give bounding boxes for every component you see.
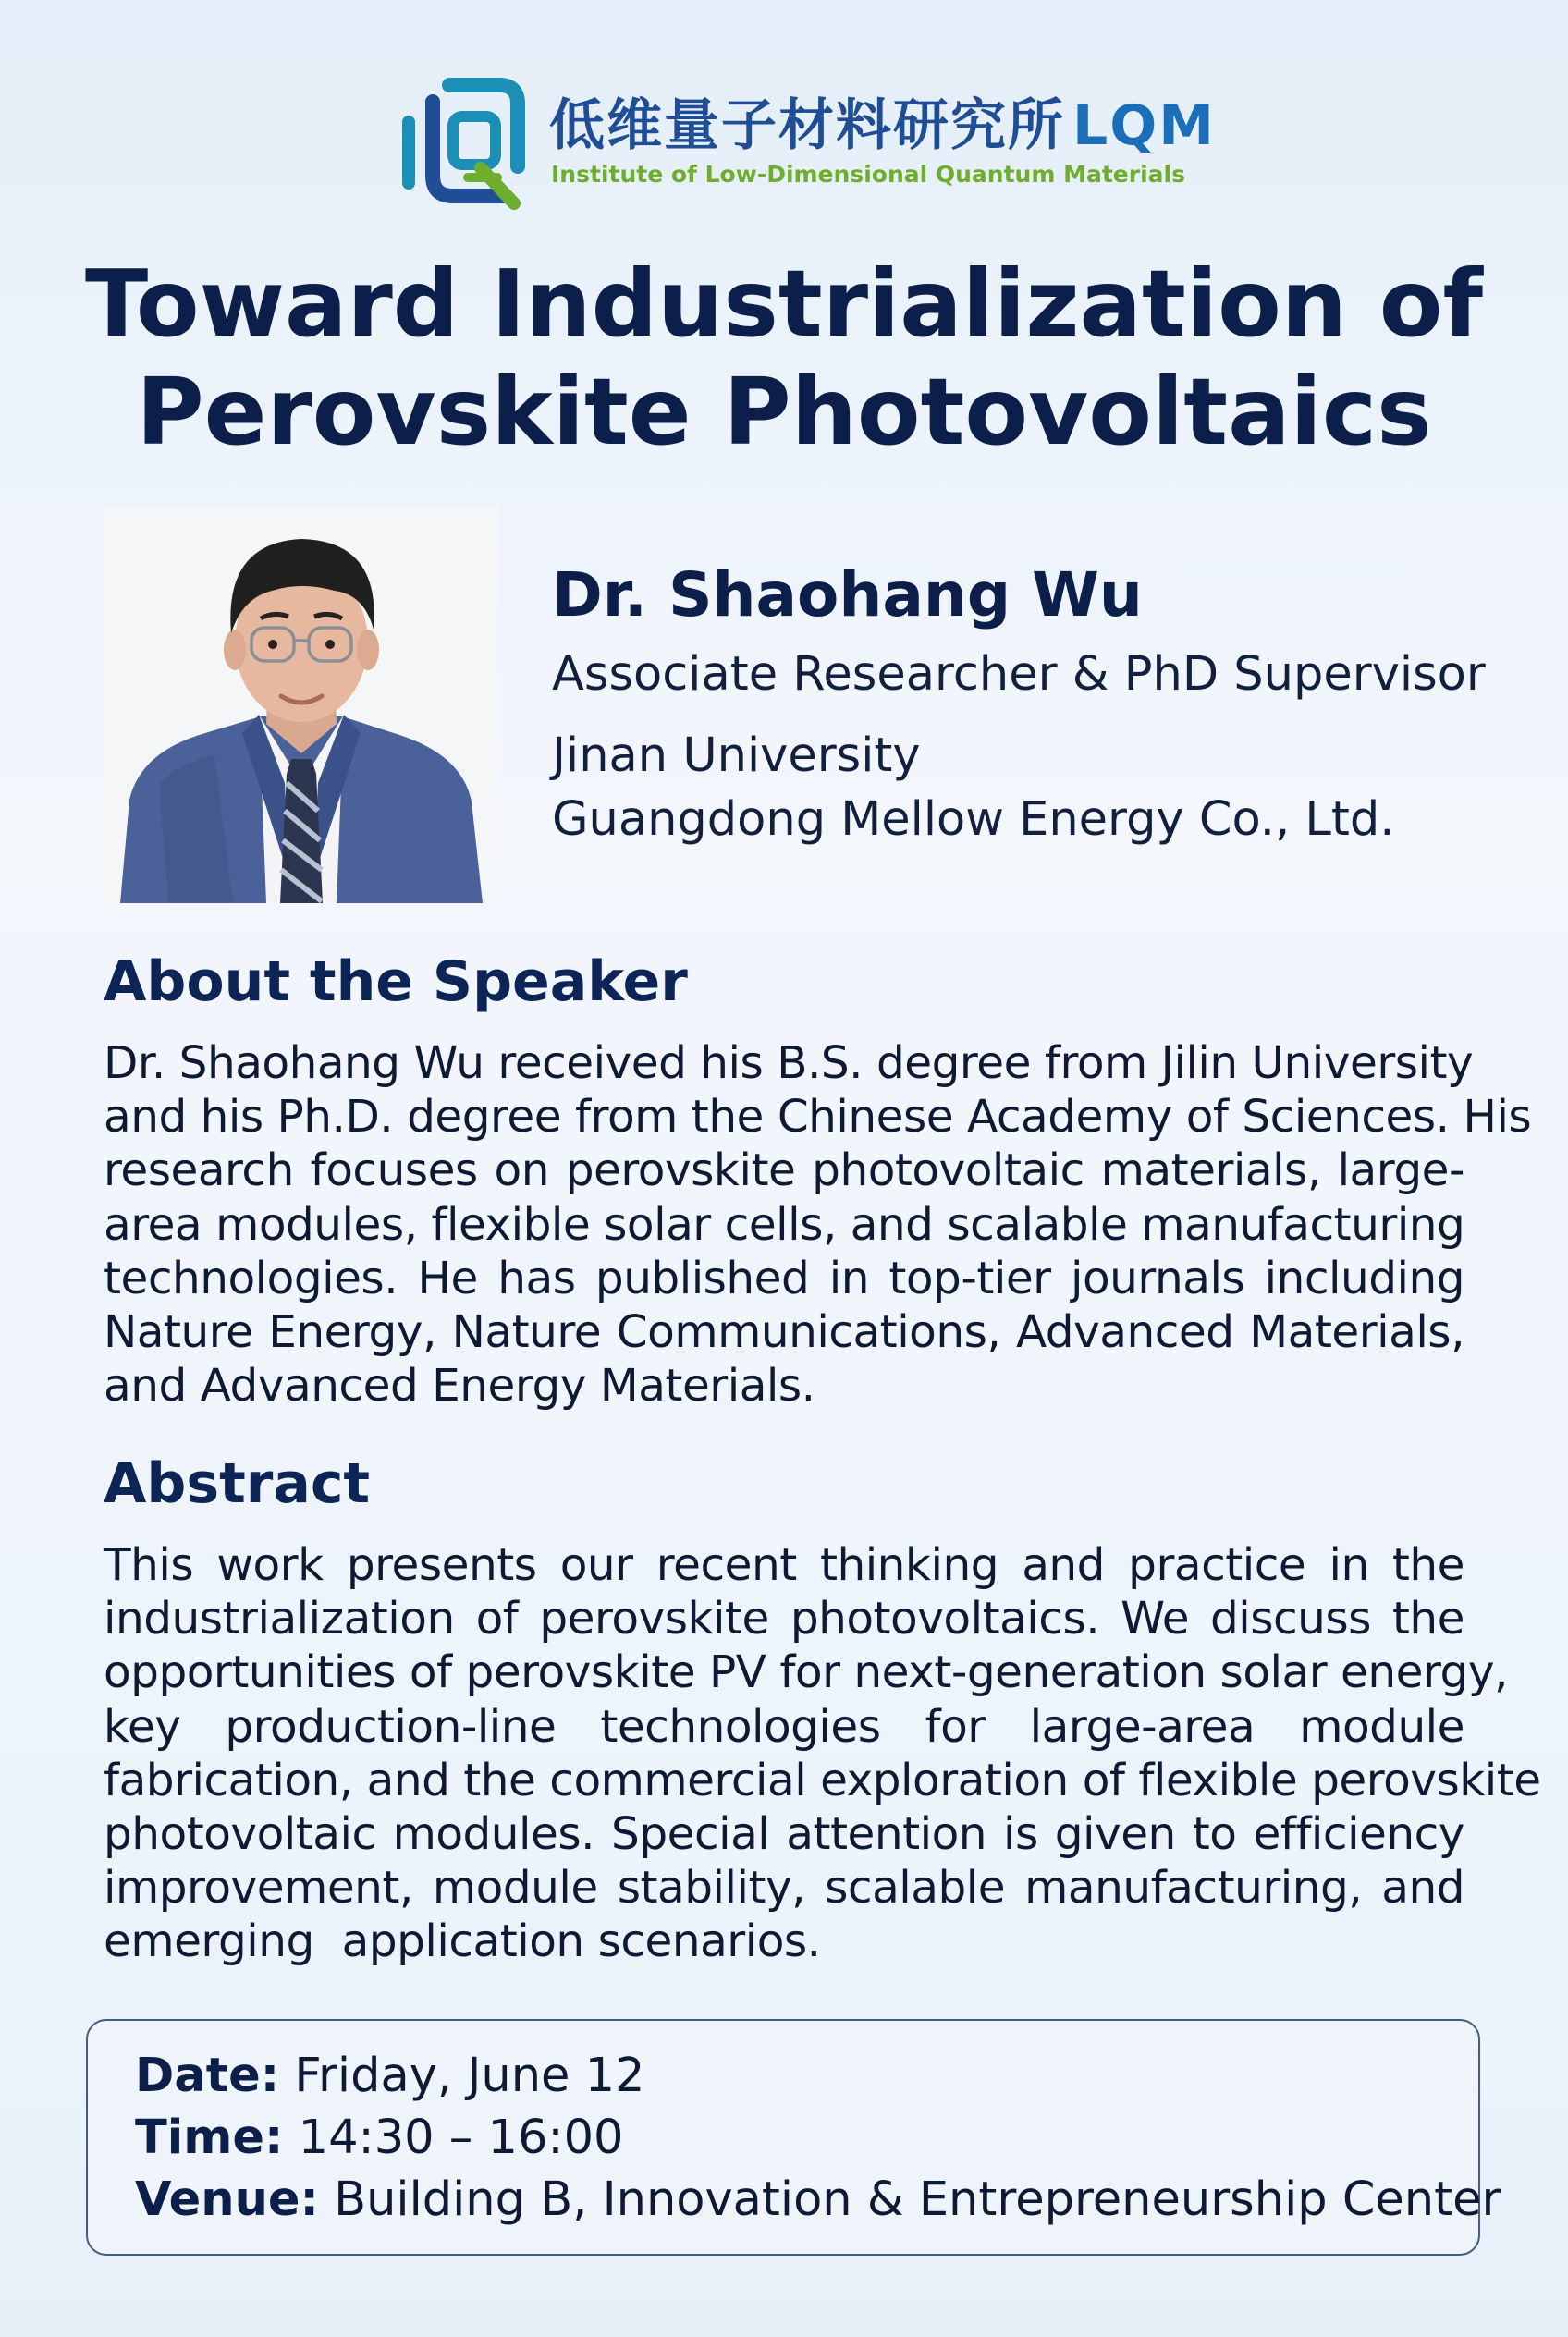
institute-logo-icon <box>396 74 529 211</box>
abstract-line: industrialization of perovskite photovoltaics. We discuss the <box>104 1593 1464 1646</box>
event-venue <box>135 2172 1501 2227</box>
about-line: Dr. Shaohang Wu received his B.S. degree from Jilin University <box>104 1037 1474 1089</box>
abstract-line: fabrication, and the commercial exploration of flexible perovskite <box>104 1754 1541 1806</box>
event-date <box>135 2049 645 2103</box>
speaker-position: Associate Researcher & PhD Supervisor <box>552 647 1486 702</box>
abstract-line: photovoltaic modules. Special attention is given to efficiency <box>104 1808 1464 1861</box>
about-line: research focuses on perovskite photovoltaic materials, large- <box>104 1144 1464 1197</box>
abstract-line: improvement, module stability, scalable manufacturing, and <box>104 1862 1464 1915</box>
abstract-heading: Abstract <box>104 1451 371 1516</box>
abstract-paragraph <box>104 1538 1541 1969</box>
about-line: and Advanced Energy Materials. <box>104 1360 815 1413</box>
speaker-name: Dr. Shaohang Wu <box>552 559 1143 630</box>
about-line: Nature Energy, Nature Communications, Advanced Materials, <box>104 1306 1464 1359</box>
title-line-2: Perovskite Photovoltaics <box>136 358 1432 466</box>
about-line: area modules, flexible solar cells, and scalable manufacturing <box>104 1198 1465 1251</box>
abstract-line: opportunities of perovskite PV for next-generation solar energy, <box>104 1646 1508 1699</box>
event-time <box>135 2111 624 2165</box>
about-line: and his Ph.D. degree from the Chinese Academy of Sciences. His <box>104 1091 1532 1144</box>
institute-abbreviation: LQM <box>1072 93 1216 158</box>
abstract-line: key production-line technologies for large-area module <box>104 1700 1464 1753</box>
venue-value: Building B, Innovation & Entrepreneurship Center <box>334 2172 1501 2227</box>
venue-label: Venue: <box>135 2172 319 2227</box>
speaker-affiliation-university: Jinan University <box>552 728 921 783</box>
speaker-affiliation-company: Guangdong Mellow Energy Co., Ltd. <box>552 792 1395 847</box>
lecture-title <box>0 250 1568 466</box>
speaker-photo <box>104 506 499 903</box>
title-line-1: Toward Industrialization of <box>84 250 1483 358</box>
institute-name-chinese: 低维量子材料研究所 LQM <box>549 93 1216 158</box>
date-label: Date: <box>135 2049 280 2103</box>
about-speaker-heading: About the Speaker <box>104 949 688 1014</box>
abstract-line: emerging application scenarios. <box>104 1915 821 1968</box>
time-value: 14:30 – 16:00 <box>298 2111 624 2165</box>
time-label: Time: <box>135 2111 284 2165</box>
institute-name-english: Institute of Low-Dimensional Quantum Materials <box>551 161 1185 188</box>
abstract-line: This work presents our recent thinking and practice in the <box>104 1539 1464 1591</box>
about-speaker-paragraph <box>104 1036 1532 1413</box>
about-line: technologies. He has published in top-tier journals including <box>104 1252 1464 1304</box>
date-value: Friday, June 12 <box>294 2049 645 2103</box>
